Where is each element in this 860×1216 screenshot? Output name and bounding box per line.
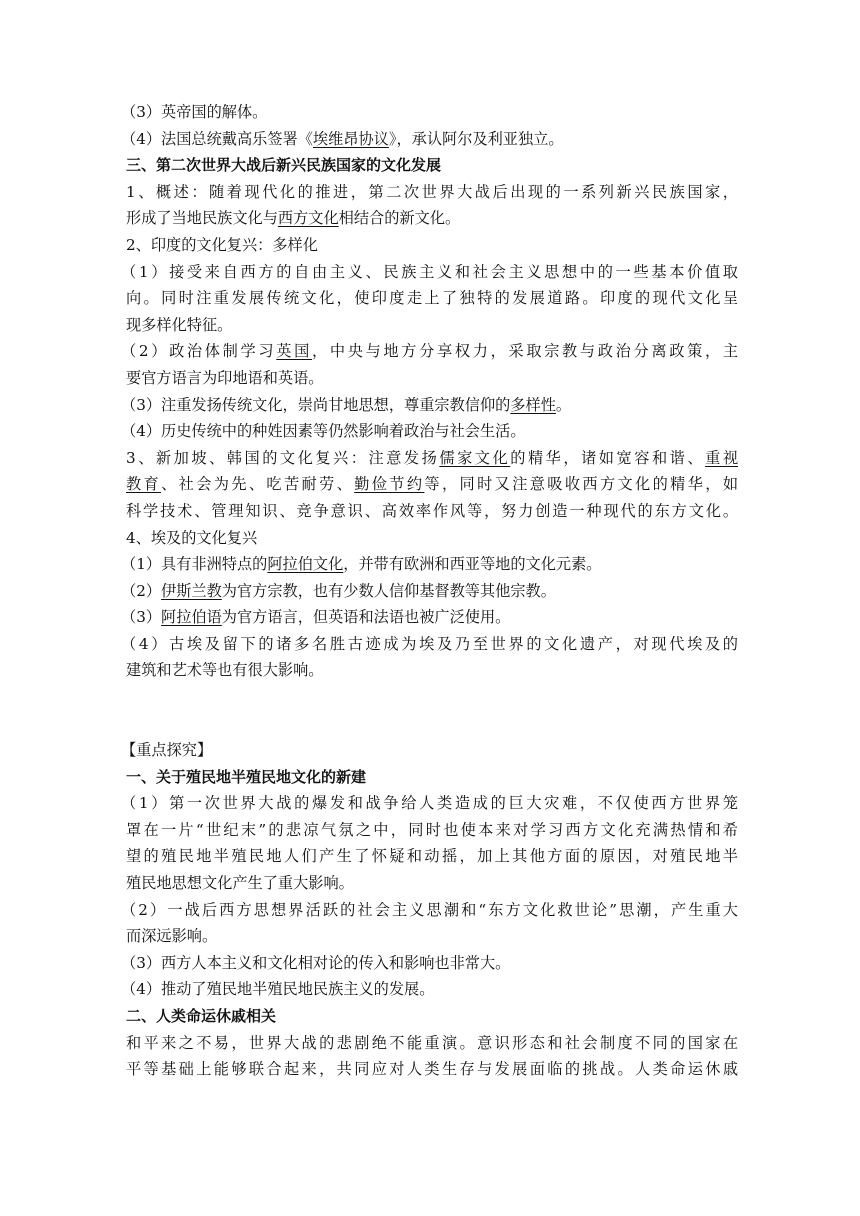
list-item: （2）一战后西方思想界活跃的社会主义思潮和“东方文化救世论”思潮，产生重大 xyxy=(121,900,738,919)
text-run: （3） xyxy=(121,608,162,627)
paragraph-line: 科学技术、管理知识、竞争意识、高效率作风等，努力创造一种现代的东方文化。 xyxy=(126,501,738,520)
text-run: ，中央与地方分享权力，采取宗教与政治分离政策，主 xyxy=(311,342,739,361)
document-page xyxy=(121,99,739,1083)
section-heading: 三、第二次世界大战后新兴民族国家的文化发展 xyxy=(126,156,442,175)
paragraph-line xyxy=(126,445,738,472)
text-run: （1）具有非洲特点的 xyxy=(121,555,268,574)
list-item xyxy=(121,578,738,605)
text-run: 的精华，诸如宽容和谐、 xyxy=(510,448,706,467)
paragraph-line: 望的殖民地半殖民地人们产生了怀疑和动摇，加上其他方面的原因，对殖民地半 xyxy=(126,847,738,866)
list-item: （3）英帝国的解体。 xyxy=(121,103,268,121)
text-run: 为官方语言，但英语和法语也被广泛使用。 xyxy=(221,608,511,627)
focus-label: 【重点探究】 xyxy=(121,741,213,760)
text-run: 等，同时又注意吸收西方文化的精华，如 xyxy=(424,475,739,494)
text-run: （2） xyxy=(121,581,162,600)
underlined-term: 勤俭节约 xyxy=(354,475,425,494)
text-run: （4）法国总统戴高乐签署《 xyxy=(121,129,313,148)
paragraph-line xyxy=(126,471,738,498)
text-run: （2）政治体制学习 xyxy=(121,342,277,361)
list-item xyxy=(121,392,738,419)
section-heading: 二、人类命运休戚相关 xyxy=(126,1007,277,1025)
list-item: （4）推动了殖民地半殖民地民族主义的发展。 xyxy=(121,980,435,999)
underlined-term: 阿拉伯语 xyxy=(161,608,222,627)
paragraph-line: 现多样化特征。 xyxy=(126,315,233,334)
list-item: （1）接受来自西方的自由主义、民族主义和社会主义思想中的一些基本价值取 xyxy=(121,262,738,281)
underlined-term: 埃维昂协议 xyxy=(312,129,389,148)
underlined-term: 伊斯兰教 xyxy=(161,581,222,600)
subsection-title: 2、印度的文化复兴：多样化 xyxy=(126,235,318,254)
text-run: 。 xyxy=(555,395,572,414)
text-run: ，并带有欧洲和西亚等地的文化元素。 xyxy=(343,555,602,574)
list-item xyxy=(121,551,738,578)
subsection-title: 4、埃及的文化复兴 xyxy=(126,528,258,547)
underlined-term: 西方文化 xyxy=(277,209,339,228)
paragraph-line: 平等基础上能够联合起来，共同应对人类生存与发展面临的挑战。人类命运休戚 xyxy=(126,1060,738,1079)
text-run: 相结合的新文化。 xyxy=(338,209,461,228)
blank-space xyxy=(126,684,738,737)
paragraph-line: 建筑和艺术等也有很大影响。 xyxy=(126,661,324,680)
paragraph-line: 要官方语言为印地语和英语。 xyxy=(126,368,324,387)
section-heading: 一、关于殖民地半殖民地文化的新建 xyxy=(126,767,367,786)
text-run: 、社会为先、吃苦耐劳、 xyxy=(161,475,355,494)
underlined-term: 教育 xyxy=(126,475,162,494)
list-item: （4）历史传统中的种姓因素等仍然影响着政治与社会生活。 xyxy=(121,422,526,441)
text-run: 形成了当地民族文化与 xyxy=(126,209,278,228)
underlined-term: 多样性 xyxy=(510,395,556,414)
list-item: （4）古埃及留下的诸多名胜古迹成为埃及乃至世界的文化遗产，对现代埃及的 xyxy=(121,634,738,653)
list-item: （1）第一次世界大战的爆发和战争给人类造成的巨大灾难，不仅使西方世界笼 xyxy=(121,794,738,813)
list-item xyxy=(121,604,738,631)
paragraph-line: 罩在一片“世纪末”的悲凉气氛之中，同时也使本来对学习西方文化充满热情和希 xyxy=(126,820,738,839)
underlined-term: 儒家文化 xyxy=(439,448,511,467)
list-item xyxy=(121,338,738,365)
underlined-term: 重视 xyxy=(705,448,739,467)
list-item xyxy=(121,126,738,153)
text-run: 》，承认阿尔及利亚独立。 xyxy=(388,129,564,148)
text-run: （3）注重发扬传统文化，崇尚甘地思想，尊重宗教信仰的 xyxy=(121,395,511,414)
paragraph-line: 而深远影响。 xyxy=(126,927,218,946)
text-run: 3、新加坡、韩国的文化复兴：注意发扬 xyxy=(126,448,440,467)
paragraph-line: 殖民地思想文化产生了重大影响。 xyxy=(126,874,354,893)
underlined-term: 阿拉伯文化 xyxy=(267,555,344,574)
paragraph-line xyxy=(126,205,738,232)
paragraph-line: 1、概述：随着现代化的推进，第二次世界大战后出现的一系列新兴民族国家， xyxy=(126,182,738,201)
list-item: （3）西方人本主义和文化相对论的传入和影响也非常大。 xyxy=(121,953,511,972)
paragraph-line: 和平来之不易，世界大战的悲剧绝不能重演。意识形态和社会制度不同的国家在 xyxy=(126,1033,738,1052)
text-run: 为官方宗教，也有少数人信仰基督教等其他宗教。 xyxy=(221,581,556,600)
paragraph-line: 向。同时注重发展传统文化，使印度走上了独特的发展道路。印度的现代文化呈 xyxy=(126,289,738,308)
underlined-term: 英国 xyxy=(276,342,312,361)
